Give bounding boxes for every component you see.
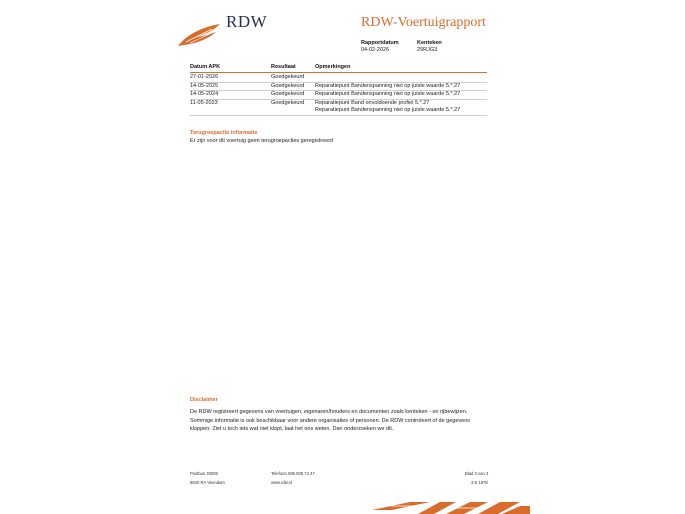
disclaimer-line: kloppen. Ziet u toch iets wat niet klopt, laat het ons weten. Dan onderzoeken we dit.: [190, 426, 394, 432]
cell-opmerking: Reparatiepunt Bandenspanning niet op juiste waarde 5.*.27: [315, 91, 461, 97]
cell-resultaat: Goedgekeurd: [271, 91, 305, 97]
cell-resultaat: Goedgekeurd: [271, 82, 305, 89]
rdw-logo-icon: [176, 22, 222, 48]
disclaimer-line: De RDW registreert gegevens van voertuigen, eigenaren/houders en documenten zoals kenteken - en rijbewijzen.: [190, 409, 468, 415]
disclaimer-text: [190, 408, 490, 434]
cell-resultaat: Goedgekeurd: [271, 99, 305, 106]
kenteken-label: Kenteken: [417, 40, 442, 46]
terugroep-title: Terugroepactie informatie: [190, 130, 258, 136]
cell-opmerking: Reparatiepunt Bandenspanning niet op juiste waarde 5.*.27: [315, 107, 461, 113]
cell-opmerking: Reparatiepunt Bandenspanning niet op juiste waarde 5.*.27: [315, 82, 461, 89]
disclaimer-line: Sommige informatie is ook beschikbaar voor andere organisaties of personen. De RDW controleert of de gegevens: [190, 417, 471, 424]
disclaimer-title: Disclaimer: [190, 397, 218, 403]
rapportdatum-label: Rapportdatum: [361, 40, 399, 46]
footer-stripes-icon: [370, 496, 530, 514]
column-header-resultaat: Resultaat: [271, 64, 296, 70]
cell-datum: 14-05-2024: [190, 91, 219, 97]
table-row: [190, 106, 487, 116]
footer-code: 3 E 1978: [471, 480, 488, 485]
cell-datum: 11-05-2023: [190, 99, 218, 106]
cell-resultaat: Goedgekeurd: [271, 74, 305, 80]
footer-website: www.rdw.nl: [271, 480, 292, 485]
cell-opmerking: Reparatiepunt Band onvoldoende profiel 5.*.27: [315, 99, 430, 106]
terugroep-text: Er zijn voor dit voertuig geen terugroepacties geregistreerd: [190, 138, 334, 144]
report-title: RDW-Voertuigrapport: [361, 15, 486, 30]
footer-plaats: 9640 RA Veendam: [190, 480, 225, 485]
footer-telefoon: Telefoon 088 008 74 47: [271, 471, 315, 476]
rapportdatum-value: 04-02-2026: [361, 47, 390, 53]
footer-blad: Blad 3 van 3: [465, 471, 489, 476]
logo-text: RDW: [226, 12, 268, 31]
cell-datum: 14-05-2025: [190, 82, 219, 89]
column-header-opmerkingen: Opmerkingen: [315, 64, 351, 70]
column-header-datum: Datum APK: [190, 64, 221, 70]
kenteken-value: 29RJG3: [417, 47, 438, 53]
footer-postbus: Postbus 30000: [190, 471, 218, 476]
cell-datum: 27-01-2026: [190, 74, 219, 80]
